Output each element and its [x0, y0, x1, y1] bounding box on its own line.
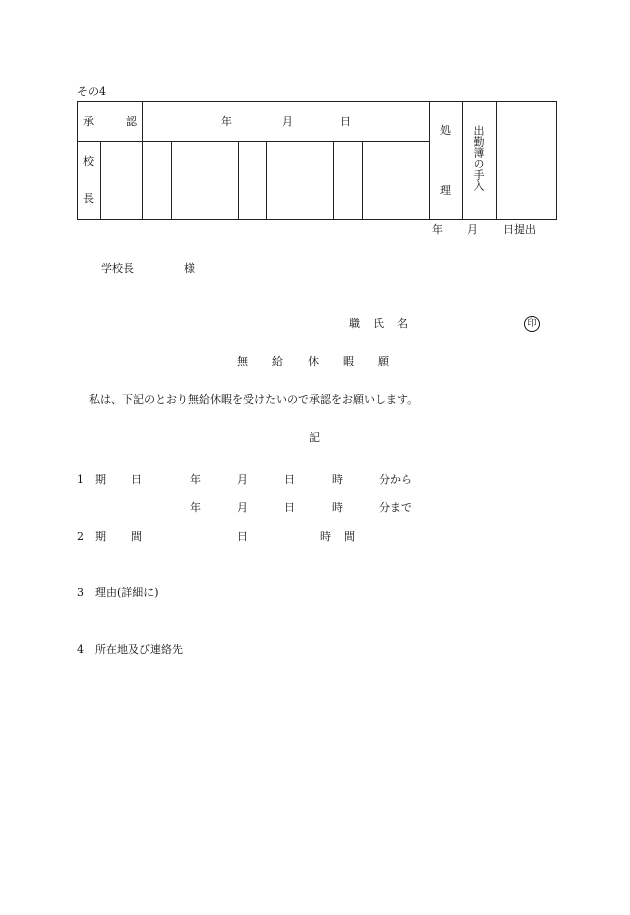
item-3-number: 3 — [77, 586, 84, 599]
item-2-number: 2 — [77, 530, 84, 543]
approval-day-label: 日 — [340, 115, 351, 128]
applicant-label-shoku: 職 — [349, 317, 360, 330]
from-month: 月 — [237, 473, 248, 486]
form-number: その4 — [77, 85, 106, 98]
request-body-text: 私は、下記のとおり無給休暇を受けたいので承認をお願いします。 — [89, 393, 419, 406]
item-2-label-1: 期 — [95, 530, 106, 543]
applicant-label-shi: 氏 — [373, 317, 384, 330]
seal-mark: 印 — [524, 316, 540, 332]
attendance-book-note: 出勤簿の手入 — [472, 125, 485, 191]
item-3-label: 理由(詳細に) — [95, 586, 159, 599]
item-2-label-2: 間 — [131, 530, 142, 543]
addressee-title: 学校長 — [101, 262, 134, 275]
submission-day: 日提出 — [503, 223, 536, 236]
item-1-label-1: 期 — [95, 473, 106, 486]
principal-label-2: 長 — [83, 192, 94, 205]
duration-days: 日 — [237, 530, 248, 543]
submission-month: 月 — [467, 223, 478, 236]
to-hour: 時 — [332, 501, 343, 514]
submission-year: 年 — [432, 223, 443, 236]
approve-label-2: 認 — [126, 115, 137, 128]
title-char-4: 暇 — [343, 355, 354, 368]
approve-label-1: 承 — [83, 115, 94, 128]
title-char-3: 休 — [308, 355, 319, 368]
to-month: 月 — [237, 501, 248, 514]
principal-label-1: 校 — [83, 155, 94, 168]
title-char-1: 無 — [237, 355, 248, 368]
from-day: 日 — [284, 473, 295, 486]
title-char-5: 願 — [378, 355, 389, 368]
to-minute: 分まで — [379, 501, 412, 514]
duration-hours-1: 時 — [320, 530, 331, 543]
processing-label-1: 処 — [440, 124, 451, 137]
duration-hours-2: 間 — [344, 530, 355, 543]
applicant-label-mei: 名 — [397, 317, 408, 330]
item-1-label-2: 日 — [131, 473, 142, 486]
to-day: 日 — [284, 501, 295, 514]
item-4-number: 4 — [77, 643, 84, 656]
approval-month-label: 月 — [282, 115, 293, 128]
from-minute: 分から — [379, 473, 412, 486]
title-char-2: 給 — [272, 355, 283, 368]
addressee-honorific: 様 — [184, 262, 195, 275]
to-year: 年 — [190, 501, 201, 514]
item-4-label: 所在地及び連絡先 — [95, 643, 183, 656]
processing-label-2: 理 — [440, 184, 451, 197]
from-year: 年 — [190, 473, 201, 486]
ki-heading: 記 — [309, 431, 320, 444]
approval-year-label: 年 — [221, 115, 232, 128]
item-1-number: 1 — [77, 473, 84, 486]
from-hour: 時 — [332, 473, 343, 486]
